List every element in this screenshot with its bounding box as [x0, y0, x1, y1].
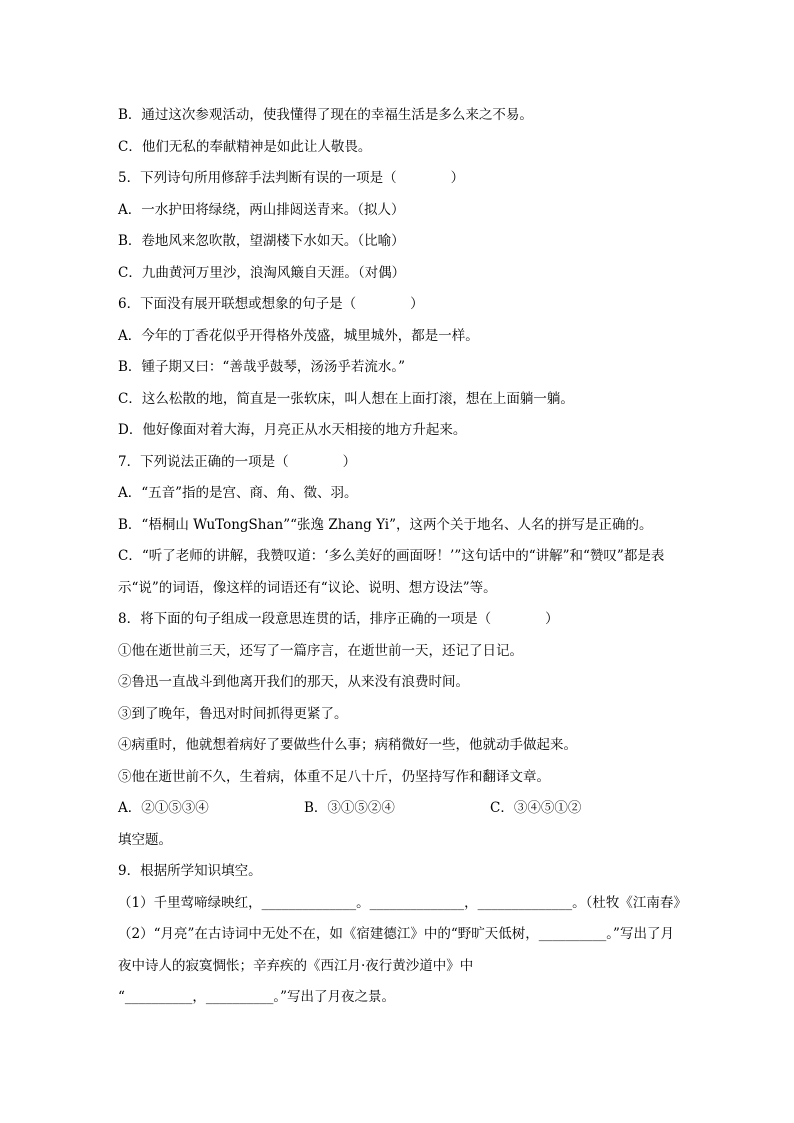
document-body: [118, 100, 687, 1014]
q6-option-d: D．他好像面对着大海，月亮正从水天相接的地方升起来。: [118, 422, 467, 438]
q7-option-b: B．“梧桐山 WuTongShan”“张逸 Zhang Yi”，这两个关于地名、人名的拼写是正确的。: [118, 516, 653, 533]
q6-stem: 6．下面没有展开联想或想象的句子是（ ）: [118, 296, 424, 312]
q4-option-c: C．他们无私的奉献精神是如此让人敬畏。: [118, 138, 372, 155]
q8-sentence-2: ②鲁迅一直战斗到他离开我们的那天，从来没有浪费时间。: [118, 674, 469, 690]
q8-sentence-5: ⑤他在逝世前不久，生着病，体重不足八十斤，仍坚持写作和翻译文章。: [118, 768, 550, 785]
q6-option-a: A．今年的丁香花似乎开得格外茂盛，城里城外，都是一样。: [118, 327, 479, 344]
q9-stem: 9．根据所学知识填空。: [118, 863, 262, 879]
q9-part-2-blanks: “__________，__________。”写出了月夜之景。: [118, 989, 396, 1005]
q5-option-a: A．一水护田将绿绕，两山排闼送青来。（拟人）: [118, 201, 405, 218]
q5-stem: 5．下列诗句所用修辞手法判断有误的一项是（ ）: [118, 170, 465, 186]
q8-sentence-3: ③到了晚年，鲁迅对时间抓得更紧了。: [118, 705, 348, 722]
q8-option-b: B．③①⑤②④: [304, 800, 395, 816]
q8-stem: 8．将下面的句子组成一段意思连贯的话，排序正确的一项是（ ）: [118, 611, 559, 627]
q8-options: [118, 793, 683, 825]
q6-option-c: C．这么松散的地，简直是一张软床，叫人想在上面打滚，想在上面躺一躺。: [118, 390, 574, 407]
q7-stem: 7．下列说法正确的一项是（ ）: [118, 453, 357, 470]
q4-option-b: B．通过这次参观活动，使我懂得了现在的幸福生活是多么来之不易。: [118, 107, 533, 123]
q9-part-2: （2）“月亮”在古诗词中无处不在，如《宿建德江》中的“野旷天低树，__________。”写出了月夜中诗人的寂寞惆怅；辛弃疾的《西江月·夜行黄沙道中》中: [118, 926, 674, 974]
q8-option-c: C．③④⑤①②: [490, 800, 582, 816]
q7-option-c: C．“听了老师的讲解，我赞叹道：‘多么美好的画面呀！’”这句话中的“讲解”和“赞叹”都是表示“说”的词语，像这样的词语还有“议论、说明、想方设法”等。: [118, 548, 665, 596]
q6-option-b: B．锺子期又曰：“善哉乎鼓琴，汤汤乎若流水。”: [118, 359, 405, 375]
q8-sentence-4: ④病重时，他就想着病好了要做些什么事；病稍微好一些，他就动手做起来。: [118, 737, 577, 753]
q7-option-a: A．“五音”指的是宫、商、角、徵、羽。: [118, 485, 358, 501]
q5-option-c: C．九曲黄河万里沙，浪淘风簸自天涯。（对偶）: [118, 264, 406, 281]
q8-option-a: A．②①⑤③④: [118, 800, 209, 816]
q9-part-1: （1）千里莺啼绿映红，______________。______________，______________。（杜牧《江南春》: [118, 894, 687, 911]
q8-sentence-1: ①他在逝世前三天，还写了一篇序言，在逝世前一天，还记了日记。: [118, 642, 523, 659]
q5-option-b: B．卷地风来忽吹散，望湖楼下水如天。（比喻）: [118, 233, 405, 249]
section-heading: 填空题。: [118, 831, 172, 848]
